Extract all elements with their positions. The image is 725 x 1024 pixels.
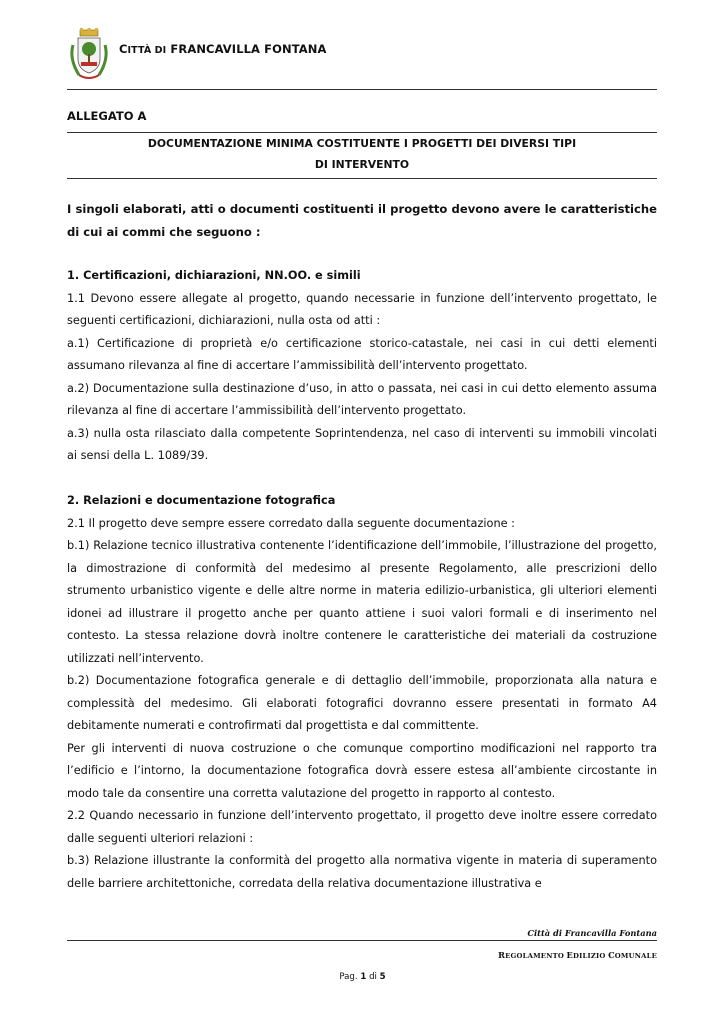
- allegato-label: ALLEGATO A: [67, 109, 147, 123]
- title-top-rule: [67, 132, 657, 133]
- paragraph: 1.1 Devono essere allegate al progetto, quando necessarie in funzione dell’intervento progettato, le seguenti certificazioni, dichiarazioni, nulla osta od atti :: [67, 291, 657, 327]
- intro-paragraph: I singoli elaborati, atti o documenti costituenti il progetto devono avere le caratteristiche di cui ai commi che seguono :: [67, 202, 657, 239]
- document-body: [67, 265, 657, 895]
- document-title-line1: DOCUMENTAZIONE MINIMA COSTITUENTE I PROGETTI DEI DIVERSI TIPI: [147, 137, 577, 150]
- title-bottom-rule: [67, 178, 657, 179]
- page-number: Pag. 1 di 5: [339, 972, 386, 982]
- footer-city: Città di Francavilla Fontana: [527, 928, 657, 938]
- city-crest-icon: [67, 27, 111, 83]
- section2-heading: 2. Relazioni e documentazione fotografica: [67, 494, 336, 507]
- footer-regulation: REGOLAMENTO EDILIZIO COMUNALE: [498, 950, 657, 960]
- footer-rule: [67, 940, 657, 941]
- header-title: CITTÀ DI FRANCAVILLA FONTANA: [119, 42, 327, 56]
- paragraph: b.1) Relazione tecnico illustrativa contenente l’identificazione dell’immobile, l’illustrazione del progetto, la dimostrazione di conformità del medesimo al presente Regolamento, alle prescrizioni dello strumento urbanistico vigente e delle altre norme in materia edilizio-urbanistica, gli ulteriori elementi idonei ad illustrare il progetto anche per quanto attiene i suoi valori formali e di inserimento nel contesto. La stessa relazione dovrà inoltre contenere le caratteristiche dei materiali da costruzione utilizzati nell’intervento.: [67, 539, 657, 665]
- paragraph: b.3) Relazione illustrante la conformità del progetto alla normativa vigente in materia di superamento delle barriere architettoniche, corredata della relativa documentazione illustrativa e: [67, 854, 657, 890]
- section-spacer: [67, 468, 657, 491]
- section1-heading: 1. Certificazioni, dichiarazioni, NN.OO. e simili: [67, 269, 361, 282]
- paragraph: 2.2 Quando necessario in funzione dell’intervento progettato, il progetto deve inoltre essere corredato dalle seguenti ulteriori relazioni :: [67, 809, 657, 845]
- paragraph: b.2) Documentazione fotografica generale e di dettaglio dell’immobile, proporzionata alla natura e complessità del medesimo. Gli elaborati fotografici dovranno essere presentati in formato A4 debitamente numerati e controfirmati dal progettista e dal committente.: [67, 674, 657, 732]
- paragraph: a.2) Documentazione sulla destinazione d’uso, in atto o passata, nei casi in cui detto elemento assuma rilevanza al fine di accertare l’ammissibilità dell’intervento progettato.: [67, 381, 657, 417]
- paragraph: a.3) nulla osta rilasciato dalla competente Soprintendenza, nel caso di interventi su immobili vincolati ai sensi della L. 1089/39.: [67, 426, 657, 462]
- paragraph: Per gli interventi di nuova costruzione o che comunque comportino modificazioni nel rapporto tra l’edificio e l’intorno, la documentazione fotografica dovrà essere estesa all’ambiente circostante in modo tale da consentire una corretta valutazione del progetto in rapporto al contesto.: [67, 741, 657, 800]
- paragraph: 2.1 Il progetto deve sempre essere corredato dalla seguente documentazione :: [67, 516, 515, 530]
- document-title-line2: DI INTERVENTO: [314, 158, 410, 171]
- page-header: [67, 27, 657, 90]
- paragraph: a.1) Certificazione di proprietà e/o certificazione storico-catastale, nei casi in cui detti elementi assumano rilevanza al fine di accertare l’ammissibilità dell’intervento progettato.: [67, 336, 657, 372]
